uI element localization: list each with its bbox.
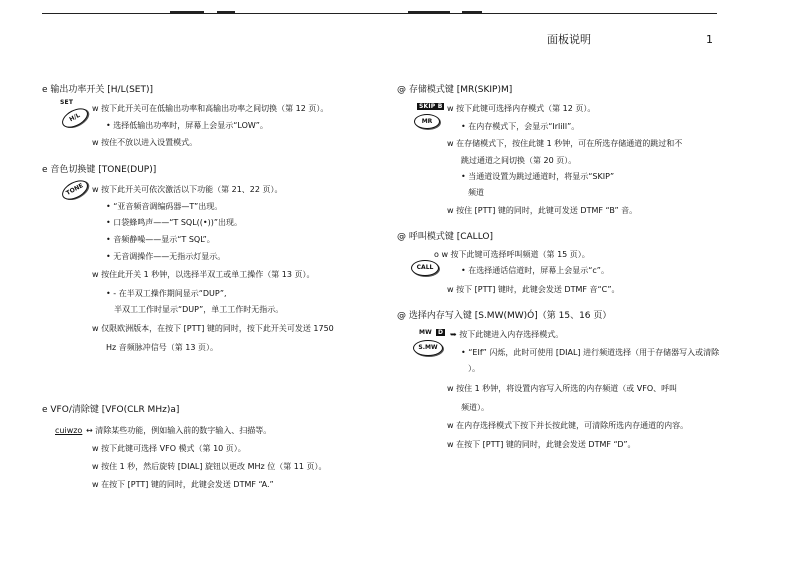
section-heading-mr: @ 存储模式键 [MR(SKIP)M] [397,85,513,95]
smw-line: • “EIf” 闪烁，此时可使用 [DIAL] 进行频道选择（用于存储器写入或清除 [461,348,720,357]
section-heading-tone: e 音色切换键 [TONE(DUP)] [42,165,157,175]
tone-line: w 仅限欧洲版本，在按下 [PTT] 键的同时，按下此开关可发送 1750 [92,324,334,333]
vfo-line: w 按住 1 秒，然后旋转 [DIAL] 旋钮以更改 MHz 位（第 11 页）。 [92,462,327,471]
smw-line: ）。 [468,364,480,373]
mr-line: • 当通道设置为跳过通道时，将显示“SKIP” [461,172,615,181]
tone-line: • “亚音频音调编码器—T”出现。 [106,202,223,211]
tone-line: • 口袋蜂鸣声——“T SQL((•))”出现。 [106,218,243,227]
call-line: • 在选择通话信道时，屏幕上会显示“c”。 [461,266,609,275]
vfo-key-label: cuiwzo [55,426,83,435]
hl-line: • 选择低输出功率时，屏幕上会显示“LOW”。 [106,121,268,130]
call-key-icon: CALL [411,260,439,276]
call-line: w 按下 [PTT] 键时，此键会发送 DTMF 音“C”。 [447,285,620,294]
section-heading-call: @ 呼叫模式键 [CALLO] [397,232,493,242]
tone-line: Hz 音频脉冲信号（第 13 页）。 [106,343,219,352]
tone-line: w 按住此开关 1 秒钟，以选择半双工或单工操作（第 13 页）。 [92,270,315,279]
key-tag-set: SET [60,99,74,106]
header-rule [42,13,717,14]
hl-key-icon: H/L [59,104,91,131]
header-rule-accent [462,11,482,13]
hl-line: w 按住不放以进入设置模式。 [92,138,198,147]
smw-line: w 在内存选择模式下按下并长按此键，可清除所选内存通道的内容。 [447,421,689,430]
header-rule-accent [408,11,450,13]
mr-line: w 按下此键可选择内存模式（第 12 页）。 [447,104,596,113]
vfo-line: w 在按下 [PTT] 键的同时，此键会发送 DTMF “A.” [92,480,274,489]
tone-line: • 无音调操作——无指示灯显示。 [106,252,226,261]
key-tag-mw: MW [419,329,432,336]
smw-line: w 在按下 [PTT] 键的同时，此键会发送 DTMF “D”。 [447,440,636,449]
hl-line: w 按下此开关可在低输出功率和高输出功率之间切换（第 12 页）。 [92,104,329,113]
mr-key-icon: MR [414,114,440,129]
smw-line: 频道）。 [461,403,489,412]
smw-key-icon: S.MW [413,340,443,356]
page-number: 1 [706,33,713,46]
key-tag-d: D [438,329,444,336]
section-heading-vfo: e VFO/清除键 [VFO(CLR MHz)a] [42,405,180,415]
tone-key-icon: TONE [59,176,91,203]
page-title: 面板说明 [547,33,591,46]
mr-line: w 按住 [PTT] 键的同时，此键可发送 DTMF “B” 音。 [447,206,638,215]
tone-line: 半双工工作时显示“DUP”，单工工作时无指示。 [114,305,284,314]
header-rule-accent [170,11,204,13]
call-line: o w 按下此键可选择呼叫频道（第 15 页）。 [434,250,590,259]
header-rule-accent [217,11,235,13]
smw-line: w 按住 1 秒钟，将设置内容写入所选的内存频道（或 VFO、呼叫 [447,384,678,393]
key-tag-skip: SKIP B [419,103,443,110]
section-heading-hl: e 输出功率开关 [H/L(SET)] [42,85,154,95]
smw-line: ➥ 按下此键进入内存选择模式。 [450,330,564,339]
mr-line: 频道 [468,188,484,197]
tone-line: • - 在半双工操作期间显示“DUP”, [106,289,227,298]
tone-line: • 音频静噪——显示“T SQL”。 [106,235,215,244]
vfo-line: ↔ 清除某些功能，例如输入前的数字输入、扫描等。 [86,426,272,435]
vfo-line: w 按下此键可选择 VFO 模式（第 10 页）。 [92,444,246,453]
mr-line: 跳过通道之间切换（第 20 页）。 [461,156,577,165]
mr-line: w 在存储模式下，按住此键 1 秒钟，可在所选存储通道的跳过和不 [447,139,683,148]
mr-line: • 在内存模式下，会显示“IrliIl”。 [461,122,580,131]
tone-line: w 按下此开关可依次激活以下功能（第 21、22 页）。 [92,185,283,194]
section-heading-smw: @ 选择内存写入键 [S.MW(MW)Ó]（第 15、16 页） [397,311,612,321]
